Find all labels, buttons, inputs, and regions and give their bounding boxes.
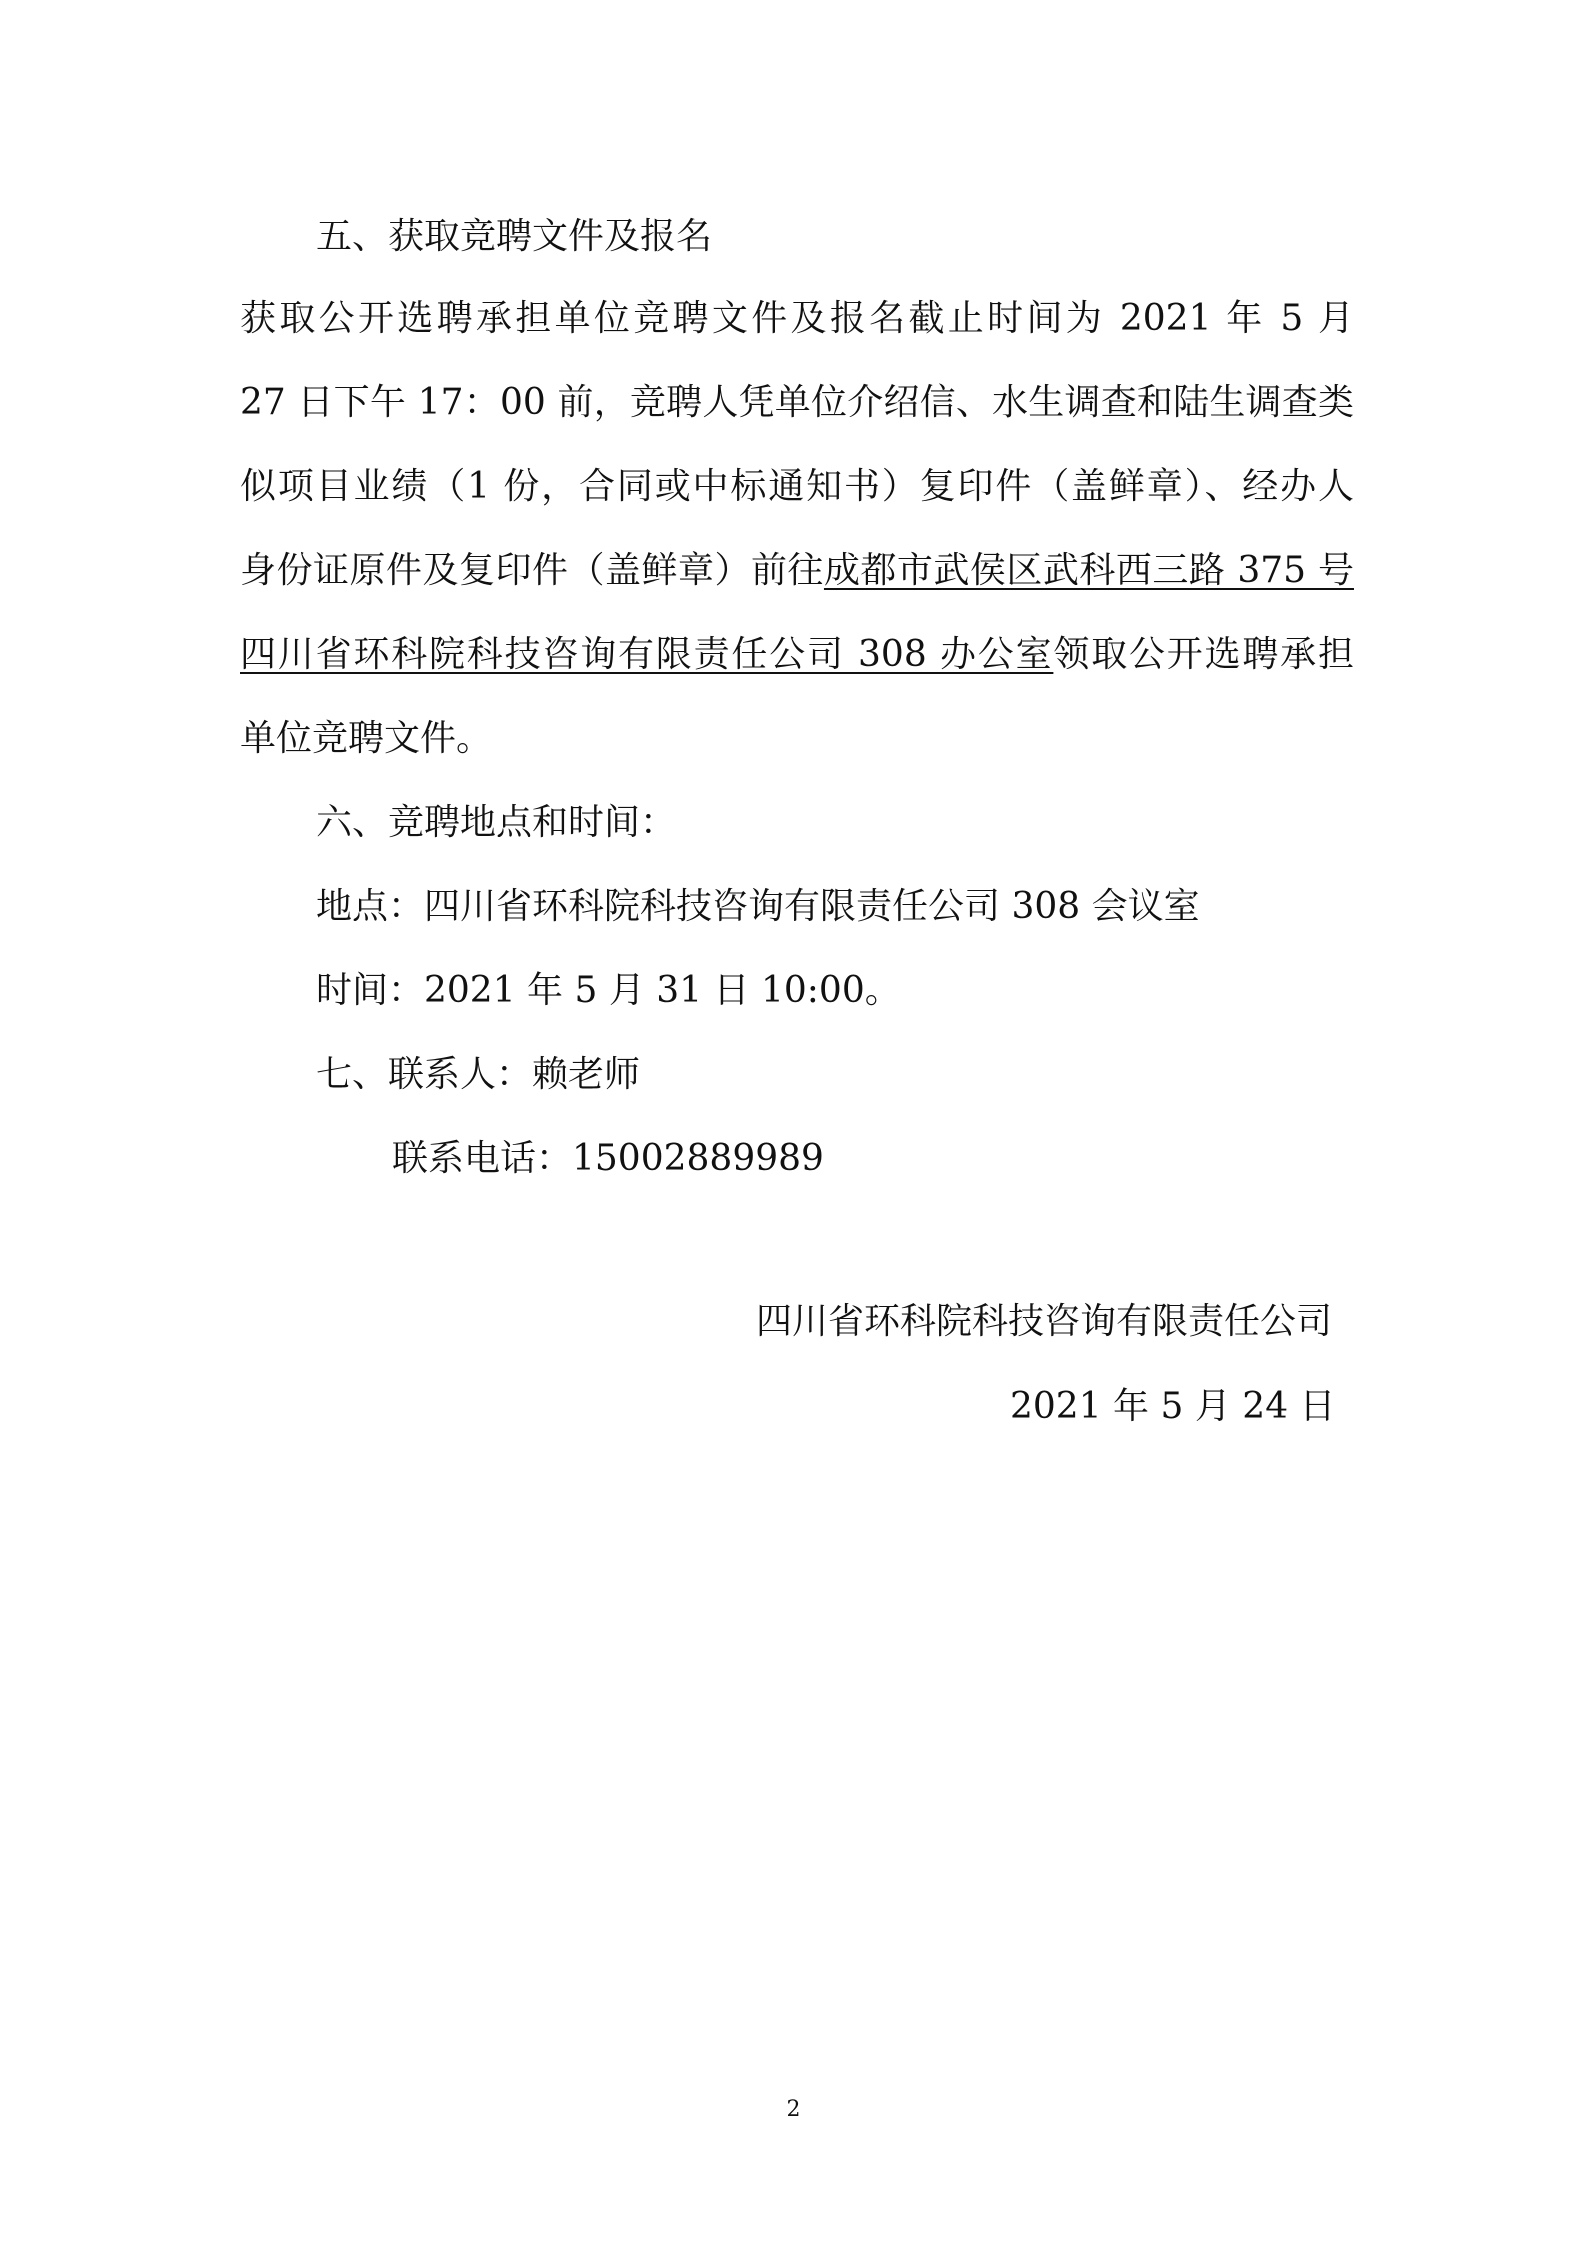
address-underlined-text: 成都市武侯区武科西三路 375 号: [823, 550, 1354, 591]
competition-location: 地点：四川省环科院科技咨询有限责任公司 308 会议室: [316, 886, 1200, 927]
section-5-body-line-3: 似项目业绩（1 份，合同或中标通知书）复印件（盖鲜章）、经办人: [240, 466, 1354, 507]
office-underlined-text: 四川省环科院科技咨询有限责任公司 308 办公室: [240, 634, 1054, 675]
section-6-heading: 六、竞聘地点和时间：: [316, 802, 677, 843]
section-5-body-line-2: 27 日下午 17：00 前，竞聘人凭单位介绍信、水生调查和陆生调查类: [240, 382, 1354, 423]
competition-time: 时间：2021 年 5 月 31 日 10:00。: [316, 970, 901, 1011]
signature-date: 2021 年 5 月 24 日: [1010, 1386, 1336, 1427]
section-7-heading: 七、联系人：赖老师: [316, 1054, 641, 1095]
section-5-body-line-5: [240, 633, 1354, 677]
page-number: 2: [786, 2097, 801, 2122]
section-5-body-line-1: 获取公开选聘承担单位竞聘文件及报名截止时间为 2021 年 5 月: [240, 298, 1354, 339]
signature-organization: 四川省环科院科技咨询有限责任公司: [756, 1301, 1333, 1342]
contact-phone: 联系电话：15002889989: [392, 1138, 824, 1179]
section-5-line-4-text: 身份证原件及复印件（盖鲜章）前往: [240, 550, 824, 591]
section-5-heading: 五、获取竞聘文件及报名: [316, 216, 713, 257]
section-5-body-line-4: [240, 549, 1354, 593]
section-5-body-line-6: 单位竞聘文件。: [240, 718, 493, 759]
section-5-line-5-text: 领取公开选聘承担: [1053, 634, 1354, 675]
